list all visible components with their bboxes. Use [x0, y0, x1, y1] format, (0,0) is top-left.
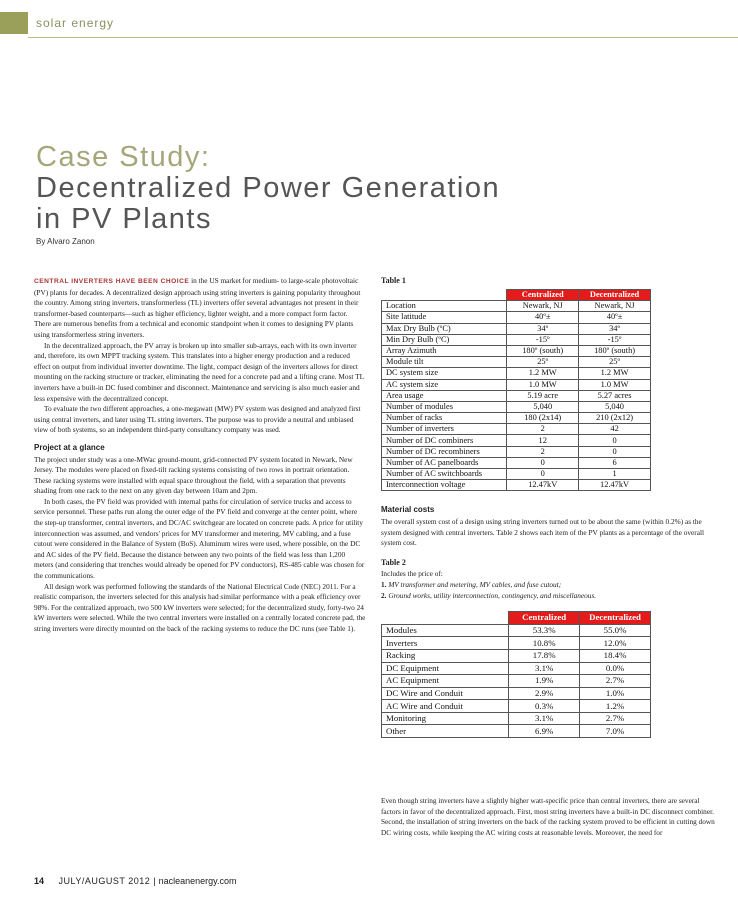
issue-date: JULY/AUGUST 2012: [58, 876, 151, 886]
row-label: Inverters: [382, 637, 509, 650]
title-line-2: Decentralized Power Generation: [36, 172, 501, 204]
lead-in: CENTRAL INVERTERS HAVE BEEN CHOICE: [34, 278, 190, 285]
table-2-title: Table 2: [381, 557, 406, 567]
row-label: Modules: [382, 624, 509, 637]
table-header-row: [382, 612, 651, 625]
table-row: [382, 357, 651, 368]
table-row: [382, 312, 651, 323]
decentralized-value: 55.0%: [580, 624, 651, 637]
centralized-value: 180 (2x14): [507, 413, 579, 424]
column-header-decentralized: Decentralized: [580, 612, 651, 625]
table-row: [382, 649, 651, 662]
decentralized-value: 12.47kV: [579, 480, 651, 491]
decentralized-value: 180º (south): [579, 345, 651, 356]
table-row: [382, 345, 651, 356]
decentralized-value: 5,040: [579, 401, 651, 412]
note-item-1-text: MV transformer and metering, MV cables, and fuse cutout;: [388, 579, 562, 589]
byline: By Alvaro Zanon: [36, 237, 95, 246]
row-label: Array Azimuth: [382, 345, 507, 356]
centralized-value: 3.1%: [509, 712, 580, 725]
centralized-value: 2: [507, 424, 579, 435]
row-label: Number of DC combiners: [382, 435, 507, 446]
row-label: Number of modules: [382, 401, 507, 412]
section-label: solar energy: [36, 16, 115, 30]
decentralized-value: 34º: [579, 323, 651, 334]
material-costs-section: [381, 505, 717, 738]
table-row: [382, 379, 651, 390]
table-row: [382, 725, 651, 738]
row-label: Number of AC switchboards: [382, 469, 507, 480]
row-label: DC Equipment: [382, 662, 509, 675]
table-row: [382, 368, 651, 379]
decentralized-value: 210 (2x12): [579, 413, 651, 424]
table-corner: [382, 612, 509, 625]
table-1: [381, 289, 651, 491]
table-header-row: [382, 290, 651, 301]
subhead-material-costs: Material costs: [381, 505, 435, 515]
row-label: Max Dry Bulb (ºC): [382, 323, 507, 334]
page-footer: [34, 876, 236, 886]
row-label: AC Equipment: [382, 675, 509, 688]
row-label: Interconnection voltage: [382, 480, 507, 491]
table-row: [382, 435, 651, 446]
row-label: Location: [382, 301, 507, 312]
right-column: [381, 276, 717, 738]
decentralized-value: 2.7%: [580, 675, 651, 688]
table-row: [382, 301, 651, 312]
table-2: [381, 611, 651, 738]
includes-label: Includes the price of:: [381, 569, 443, 579]
centralized-value: 1.2 MW: [507, 368, 579, 379]
column-header-centralized: Centralized: [509, 612, 580, 625]
centralized-value: 180º (south): [507, 345, 579, 356]
centralized-value: 12: [507, 435, 579, 446]
centralized-value: 25º: [507, 357, 579, 368]
row-label: Racking: [382, 649, 509, 662]
title-line-3: in PV Plants: [36, 203, 212, 235]
decentralized-value: Newark, NJ: [579, 301, 651, 312]
table-row: [382, 687, 651, 700]
decentralized-value: 1.2 MW: [579, 368, 651, 379]
decentralized-value: 1.0%: [580, 687, 651, 700]
row-label: DC system size: [382, 368, 507, 379]
column-header-decentralized: Decentralized: [579, 290, 651, 301]
table-row: [382, 675, 651, 688]
decentralized-value: 25º: [579, 357, 651, 368]
row-label: AC Wire and Conduit: [382, 700, 509, 713]
table-row: [382, 457, 651, 468]
footer-site: nacleanenergy.com: [158, 876, 237, 886]
centralized-value: 5,040: [507, 401, 579, 412]
decentralized-value: 1.0 MW: [579, 379, 651, 390]
decentralized-value: 0: [579, 435, 651, 446]
title-line-1: Case Study:: [36, 141, 211, 173]
table-2-notes: [381, 569, 717, 601]
centralized-value: 2.9%: [509, 687, 580, 700]
row-label: DC Wire and Conduit: [382, 687, 509, 700]
material-costs-paragraph: The overall system cost of a design using string inverters turned out to be about the same (within 0.2%) as the system designed with central inverters. Table 2 shows each item of the PV plants as a percentage of the overall system cost.: [381, 516, 705, 548]
centralized-value: 2: [507, 446, 579, 457]
row-label: Monitoring: [382, 712, 509, 725]
table-row: [382, 401, 651, 412]
centralized-value: 40º±: [507, 312, 579, 323]
paragraph-3: To evaluate the two different approaches, a one-megawatt (MW) PV system was designed and analyzed first using central inverters, and later using TL string inverters. The purpose was to provide a neutral and unbiased view of both systems, so an independent third-party consultancy company was used.: [34, 404, 361, 435]
continued-paragraph: Even though string inverters have a slightly higher watt-specific price than central inverters, there are several factors in favor of the decentralized approach. First, most string inverters have a built-in DC disconnect combiner. Second, the installation of string inverters on the back of the racking system proved to be efficient in cutting down DC wiring costs, while keeping the AC wiring costs at reasonable levels. Moreover, the need for: [381, 796, 715, 837]
note-item-2: [381, 591, 717, 602]
footer-separator: |: [153, 876, 156, 886]
article-title: [36, 142, 500, 235]
centralized-value: 12.47kV: [507, 480, 579, 491]
centralized-value: 6.9%: [509, 725, 580, 738]
table-row: [382, 424, 651, 435]
section-color-bar: [0, 12, 28, 34]
decentralized-value: -15º: [579, 334, 651, 345]
row-label: Module tilt: [382, 357, 507, 368]
centralized-value: Newark, NJ: [507, 301, 579, 312]
table-row: [382, 469, 651, 480]
paragraph-1: [34, 276, 366, 341]
note-item-2-text: Ground works, utility interconnection, contingency, and miscellaneous.: [388, 590, 597, 600]
centralized-value: 34º: [507, 323, 579, 334]
row-label: Number of DC recombiners: [382, 446, 507, 457]
subhead-project: Project at a glance: [34, 442, 105, 452]
decentralized-value: 40º±: [579, 312, 651, 323]
decentralized-value: 5.27 acres: [579, 390, 651, 401]
row-label: Min Dry Bulb (ºC): [382, 334, 507, 345]
centralized-value: 53.3%: [509, 624, 580, 637]
table-row: [382, 334, 651, 345]
section-divider: [28, 37, 738, 38]
paragraph-5: In both cases, the PV field was provided with internal paths for circulation of service trucks and access to service personnel. These paths run along the outer edge of the PV field and converge at the center point, where the step-up transformer, central inverters, and DC/AC switchgear are located on concrete pads. A price for utility interconnection was assumed, and vendors' prices for MV transformer and metering, MV cabling, and a fuse cutout were considered in the Balance of System (BoS). Aluminum wires were used, where possible, on the DC and AC sides of the PV field. Because the distance between any two points of the field was less than 1,200 meters (and considering that trenches would already be opened for PV conductors), RS-485 cable was chosen for the communications.: [34, 496, 365, 581]
table-row: [382, 446, 651, 457]
row-label: Number of racks: [382, 413, 507, 424]
row-label: Area usage: [382, 390, 507, 401]
decentralized-value: 7.0%: [580, 725, 651, 738]
centralized-value: 0: [507, 457, 579, 468]
decentralized-value: 18.4%: [580, 649, 651, 662]
table-corner: [382, 290, 507, 301]
table-row: [382, 662, 651, 675]
left-column: [34, 276, 366, 635]
paragraph-4: The project under study was a one-MWac ground-mount, grid-connected PV system located in Newark, New Jersey. The modules were placed on fixed-tilt racking systems consisting of two rows in portrait orientation. These racking systems were installed with equal space throughout the field, with a separation that prevents shading from one rack to the next on any given day between 10am and 2pm.: [34, 454, 353, 496]
paragraph-1-text: in the US market for medium- to large-scale photovoltaic (PV) plants for decades. A decentralized design approach using string inverters is gaining popularity throughout the country. Among string inverters, transformerless (TL) inverters offer several advantages not present in their transformer-based counterparts—such as higher efficiency, lighter weight, and a more compact form factor. There are numerous benefits from a technical and economic standpoint when it comes to designing PV plants using transformerless string inverters.: [34, 276, 361, 339]
row-label: AC system size: [382, 379, 507, 390]
decentralized-value: 2.7%: [580, 712, 651, 725]
table-row: [382, 323, 651, 334]
table-row: [382, 390, 651, 401]
row-label: Other: [382, 725, 509, 738]
note-item-2-number: 2.: [381, 590, 387, 600]
centralized-value: 5.19 acre: [507, 390, 579, 401]
decentralized-value: 1.2%: [580, 700, 651, 713]
centralized-value: 17.8%: [509, 649, 580, 662]
centralized-value: 0: [507, 469, 579, 480]
decentralized-value: 0: [579, 446, 651, 457]
page-number: 14: [34, 876, 45, 886]
paragraph-6: All design work was performed following the standards of the National Electrical Code (NEC) 2011. For a realistic comparison, the inverters selected for this analysis had similar performance with a peak efficiency over 98%. For the centralized approach, two 500 kW inverters were selected; for the decentralized study, forty-two 24 kW inverters were selected. While the two central inverters were installed on a centrally located concrete pad, the string inverters were directly mounted on the back of the racking systems to reduce the DC runs (see Table 1).: [34, 581, 366, 633]
decentralized-value: 1: [579, 469, 651, 480]
paragraph-2: In the decentralized approach, the PV array is broken up into smaller sub-arrays, each with its own inverter and, therefore, its own MPPT tracking system. This translates into a higher energy production and a reduced effect on output from individual inverter downtime. The light, compact design of the inverters allows for direct mounting on the racking structure or tracker, eliminating the need for a concrete pad and a lifting crane. Most TL inverters have a built-in DC fused combiner and disconnect. Maintenance and servicing is also much easier and less expensive with the decentralized concept.: [34, 340, 364, 403]
row-label: Number of AC panelboards: [382, 457, 507, 468]
decentralized-value: 42: [579, 424, 651, 435]
decentralized-value: 12.0%: [580, 637, 651, 650]
centralized-value: 1.9%: [509, 675, 580, 688]
note-item-1-number: 1.: [381, 579, 387, 589]
table-1-title: Table 1: [381, 276, 406, 285]
row-label: Number of inverters: [382, 424, 507, 435]
decentralized-value: 6: [579, 457, 651, 468]
table-row: [382, 637, 651, 650]
table-row: [382, 712, 651, 725]
table-row: [382, 700, 651, 713]
column-header-centralized: Centralized: [507, 290, 579, 301]
decentralized-value: 0.0%: [580, 662, 651, 675]
centralized-value: 1.0 MW: [507, 379, 579, 390]
centralized-value: 0.3%: [509, 700, 580, 713]
table-row: [382, 413, 651, 424]
row-label: Site latitude: [382, 312, 507, 323]
centralized-value: 10.8%: [509, 637, 580, 650]
centralized-value: 3.1%: [509, 662, 580, 675]
table-row: [382, 624, 651, 637]
table-row: [382, 480, 651, 491]
note-item-1: [381, 580, 717, 591]
centralized-value: -15º: [507, 334, 579, 345]
